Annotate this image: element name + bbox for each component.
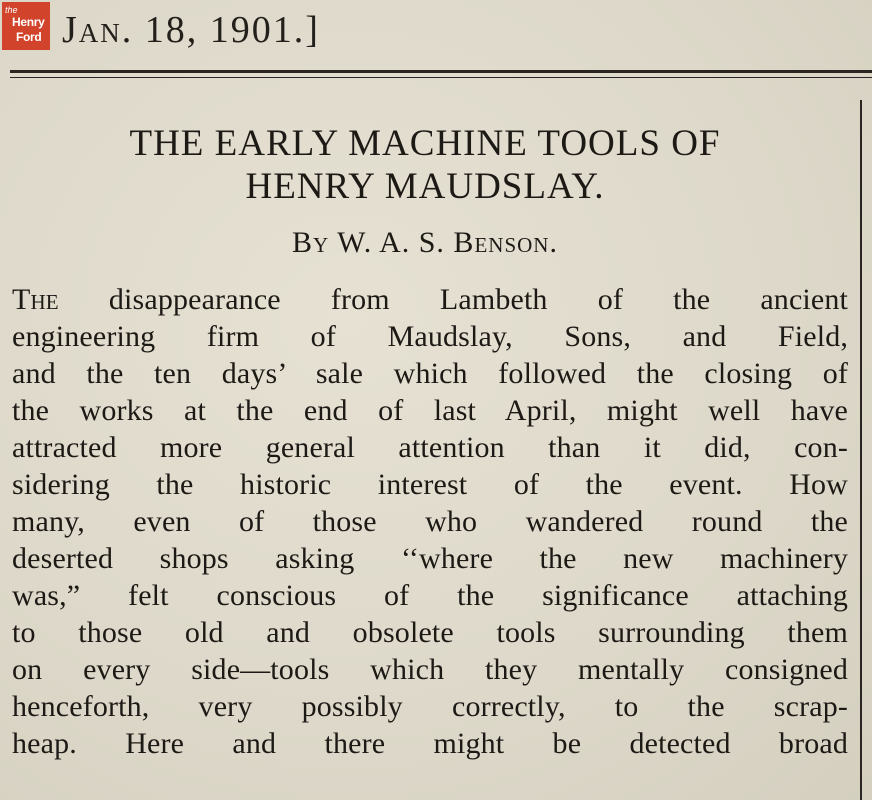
- header-rule-thin: [10, 77, 872, 78]
- header-rule-thick: [10, 70, 872, 73]
- body-line: and the ten days’ sale which followed the closing of: [12, 357, 848, 390]
- article-byline: By W. A. S. Benson.: [292, 226, 558, 259]
- body-line: the works at the end of last April, might well have: [12, 394, 848, 427]
- body-line: deserted shops asking ‘‘where the new machinery: [12, 542, 848, 575]
- column-rule: [860, 100, 862, 800]
- body-line: [12, 285, 848, 315]
- article-title-line-1: THE EARLY MACHINE TOOLS OF: [129, 123, 721, 164]
- body-line: on every side—tools which they mentally consigned: [12, 653, 848, 686]
- body-line: was,” felt conscious of the significance attaching: [12, 579, 848, 612]
- first-line-text: disappearance from Lambeth of the ancient: [58, 283, 848, 316]
- body-line: to those old and obsolete tools surrounding them: [12, 616, 848, 649]
- body-line: heap. Here and there might be detected broad: [12, 727, 848, 760]
- logo-line-ford: Ford: [16, 30, 42, 44]
- article-title-line-2: HENRY MAUDSLAY.: [245, 166, 605, 207]
- body-line: attracted more general attention than it did, con-: [12, 431, 848, 464]
- lead-word: The: [12, 283, 59, 316]
- logo-line-the: the: [5, 5, 18, 15]
- body-line: many, even of those who wandered round the: [12, 505, 848, 538]
- body-line: henceforth, very possibly correctly, to the scrap-: [12, 690, 848, 723]
- body-line: engineering firm of Maudslay, Sons, and Field,: [12, 320, 848, 353]
- logo-line-henry: Henry: [12, 15, 45, 29]
- henry-ford-logo: [2, 2, 50, 50]
- body-line: sidering the historic interest of the event. How: [12, 468, 848, 501]
- issue-dateline: Jan. 18, 1901.]: [62, 9, 320, 51]
